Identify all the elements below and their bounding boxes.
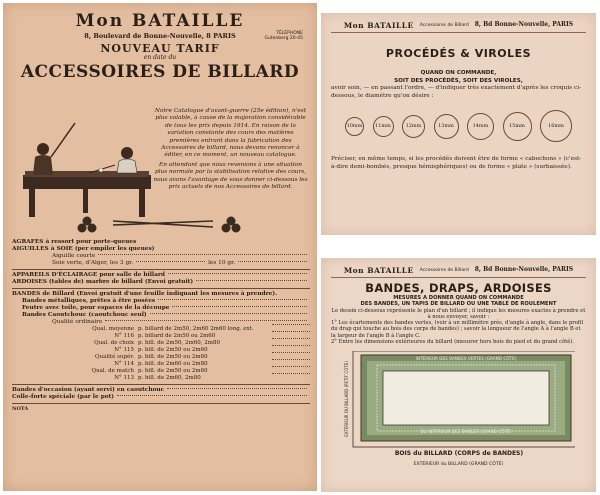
merchant-sub: Accessoires de Billard (419, 23, 469, 28)
accessoires-heading: ACCESSOIRES DE BILLARD (20, 62, 300, 82)
ardoises-row (12, 279, 310, 286)
billard-size: p. billard de 2m50 ou 2m60 (138, 333, 216, 339)
procedes-viroles-sheet (321, 13, 596, 235)
frame-bottom-label: DU INTÉRIEUR DES BANDES (GRAND CÔTÉ) (420, 429, 512, 434)
quality-label: Qualité supér. (95, 354, 134, 360)
billard-size: p. bill. de 2m50 ou 2m60 (138, 347, 208, 353)
appareils-label: APPAREILS D'ÉCLAIRAGE pour salle de billard (12, 272, 165, 278)
quality-table (12, 326, 310, 382)
quality-label: Qual. moyenne (92, 326, 134, 332)
bandes-draps-sheet (321, 258, 596, 492)
feutre-label: Feutre avec toile, pour espaces de la découpe (22, 305, 170, 311)
quality-label: Qual. de choix (94, 340, 134, 346)
nota-label: NOTA (12, 406, 29, 412)
soie-verte-label: Soie verte, d'Alger, les 3 gr. (52, 260, 134, 266)
billard-size: p. bill. de 2m60 ou 2m80 (138, 361, 208, 367)
merchant-address: 8, Boulevard de Bonne-Nouvelle, 8 PARIS (84, 32, 236, 40)
en-date: en date du (143, 54, 177, 61)
feutre-row (22, 305, 310, 312)
table-row (82, 375, 310, 382)
order-line-4: Préciser, en même temps, si les procédés doivent être de forme « cabochons » (c'est-à-dire demi-bombés, presque hémisphériques) ou de forme « plate » (surbaissée). (331, 156, 582, 170)
price-list (12, 239, 310, 413)
bandes-occasion-row (12, 387, 310, 394)
telephone-label: TÉLÉPHONE (276, 31, 303, 36)
merchant-name: Mon BATAILLE (343, 21, 414, 30)
bandes-title: BANDES, DRAPS, ARDOISES (365, 281, 552, 295)
aiguille-courte-label: Aiguille courte (52, 253, 96, 259)
quality-number: N° 116 (114, 333, 134, 339)
procedes-title: PROCÉDÉS & VIROLES (385, 47, 532, 60)
price-list-sheet (3, 3, 317, 491)
frame-top-label: INTÉRIEUR DES BANDES VERTES (GRAND CÔTÉ) (415, 356, 517, 361)
diameter-circle: 11mm (373, 116, 394, 137)
billard-size: p. bill. de 2m50, 2m60, 2m80 (138, 340, 220, 346)
sheet-header (331, 21, 586, 30)
bandes-item: BANDES de Billard (Envoi gratuit d'une feuille indiquant les mesures à prendre). (12, 291, 278, 297)
diameter-circle: 16mm (540, 110, 572, 142)
telephone (265, 31, 303, 41)
bandes-caout-label: Bandes Caoutchouc (caoutchouc seul) (22, 312, 147, 318)
order-line-2: SOIT DES PROCÉDÉS, SOIT DES VIROLES, (394, 77, 523, 84)
diameter-circle: 14mm (467, 113, 494, 140)
billard-size: p. billard de 2m50, 2m60 2m60 long. ext. (138, 326, 254, 332)
intro-text (153, 108, 308, 191)
diameter-circle: 13mm (434, 114, 459, 139)
colle-row (12, 394, 310, 401)
measure-line-5: 2° Entre les dimensions extérieures du billard (mesurer hors bois du pied et du grand côté). (331, 339, 574, 346)
measure-line-3: Le dessin ci-dessous représente le plan d'un billard ; il indique les mesures exactes à prendre et à nous envoyer, savoir : (331, 307, 586, 320)
qualite-ordinaire-label: Qualité ordinaire (52, 319, 103, 325)
measure-line-2: DES BANDES, UN TAPIS DE BILLARD OU UNE TABLE DE ROULEMENT (360, 301, 557, 308)
cues-and-balls-illustration (73, 215, 303, 235)
agrafes-item: AGRAFES à ressort pour porte-queues (12, 239, 137, 245)
diameter-circles (345, 110, 572, 142)
diameter-circle: 12mm (402, 115, 425, 138)
order-line-1: QUAND ON COMMANDE, (420, 70, 497, 76)
merchant-address: 8, Bd Bonne-Nouvelle, PARIS (474, 21, 574, 28)
measure-line-1: MESURES A DONNER QUAND ON COMMANDE (393, 295, 524, 301)
merchant-name: Mon BATAILLE (343, 266, 414, 275)
bandes-caout-row (22, 312, 310, 319)
measure-text (331, 295, 586, 345)
measure-line-4: 1° Les écartements des bandes vertes, (voir à un millimètre près, d'angle à angle, dans le profil du drap qui touche au bois des corps de bandes) ; savoir la longueur de l'angle A à l'angle B et la largeur de l'angle B à l'angle C. (331, 320, 584, 339)
bois-label: BOIS du BILLARD (CORPS de BANDES) (394, 450, 524, 457)
ardoises-label: ARDOISES (tables de) marbre de billard (Envoi gratuit) (12, 279, 194, 285)
sheet-header (331, 266, 586, 275)
intro-paragraph-1: Notre Catalogue d'avant-guerre (25e édition), n'est plus valable, à cause de la majoration considérable de tous les prix depuis 1914. En raison de la variation constante des cours des matières premières entrant dans la fabrication des Accessoires de billard, nous devons renoncer à éditer, en ce moment, un nouveau catalogue. (154, 108, 307, 159)
exterior-label: EXTÉRIEUR du BILLARD (GRAND CÔTÉ) (413, 462, 504, 467)
bandes-metal-label: Bandes métalliques, prêtes à être posées (22, 298, 156, 304)
intro-paragraph-2: En attendant que nous revenions à une situation plus normale par la stabilisation relative des cours, nous avons l'avantage de vous donner ci-dessous les prix actuels de nos Accessoires de billard. (153, 161, 308, 191)
billard-size: p. bill. de 2m50 ou 2m60 (138, 354, 208, 360)
soie-price: les 10 gr. (208, 260, 236, 266)
bandes-metal-row (22, 298, 310, 305)
aiguilles-item: AIGUILLES à SOIE (per empiler les queues) (12, 246, 155, 252)
frame-left-label: EXTÉRIEUR DU BILLARD (PETIT CÔTÉ) (344, 361, 349, 437)
merchant-name: Mon BATAILLE (75, 11, 245, 31)
quality-number: N° 114 (114, 361, 134, 367)
quality-number: N° 113 (114, 375, 134, 381)
bandes-occasion-label: Bandes d'occasion (ayant servi) en caoutchouc (12, 387, 165, 393)
quality-number: N° 115 (114, 347, 134, 353)
telephone-number: Gutenberg 20-45 (264, 36, 303, 41)
billiard-plan-diagram (339, 351, 575, 460)
aiguille-courte-row (52, 253, 310, 260)
quality-label: Qual. de match (91, 368, 134, 374)
nouveau-tarif: NOUVEAU TARIF (100, 42, 220, 55)
colle-label: Colle-forte spéciale (par le pot) (12, 394, 115, 400)
soie-verte-row (52, 260, 310, 267)
order-line-3: avoir soin, — en passant l'ordre, — d'indiquer très exactement d'après les croquis ci-dessous, le diamètre qu'on désire : (331, 85, 582, 99)
billard-size: p. bill. de 2m60, 2m80 (138, 375, 201, 381)
appareils-row (12, 272, 310, 279)
diameter-circle: 15mm (503, 112, 532, 141)
diameter-circle: 10mm (345, 117, 364, 136)
merchant-address: 8, Bd Bonne-Nouvelle, PARIS (474, 266, 574, 273)
billard-size: p. bill. de 2m50 ou 2m60 (138, 368, 208, 374)
merchant-sub: Accessoires de Billard (419, 268, 469, 273)
